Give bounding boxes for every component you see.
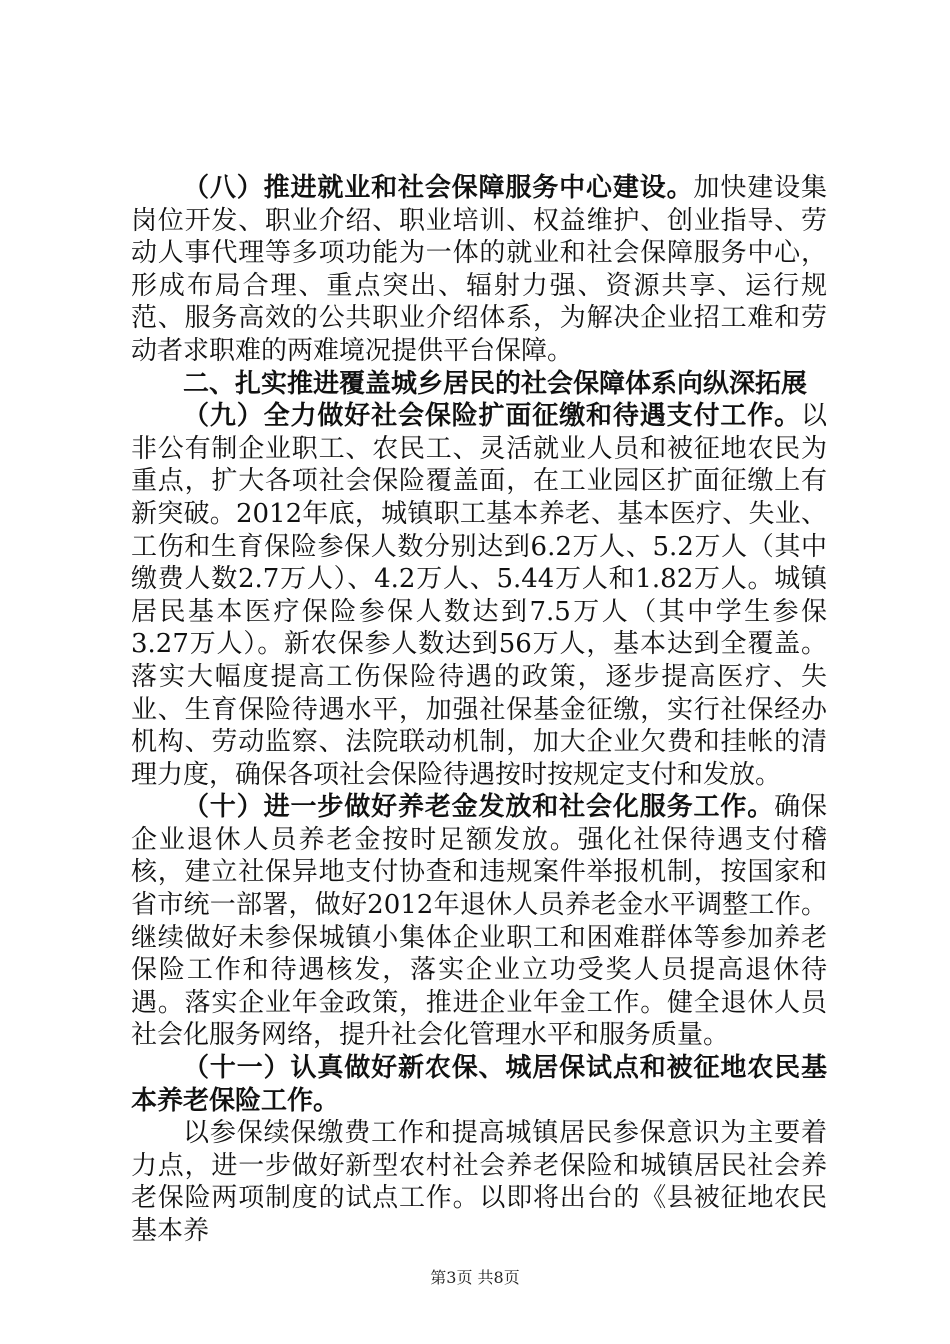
- paragraph-text: 以非公有制企业职工、农民工、灵活就业人员和被征地农民为重点，扩大各项社会保险覆盖面，在工业园区扩面征缴上有新突破。2012年底，城镇职工基本养老、基本医疗、失业、工伤和生育保险参保人数分别达到6.2万人、5.2万人（其中缴费人数2.7万人）、4.2万人、5.44万人和1.82万人。城镇居民基本医疗保险参保人数达到7.5万人（其中学生参保3.27万人）。新农保参人数达到56万人，基本达到全覆盖。落实大幅度提高工伤保险待遇的政策，逐步提高医疗、失业、生育保险待遇水平，加强社保基金征缴，实行社保经办机构、劳动监察、法院联动机制，加大企业欠费和挂帐的清理力度，确保各项社会保险待遇按时按规定支付和发放。: [131, 401, 827, 790]
- paragraph-text: 确保企业退休人员养老金按时足额发放。强化社保待遇支付稽核，建立社保异地支付协查和违规案件举报机制，按国家和省市统一部署，做好2012年退休人员养老金水平调整工作。继续做好未参保城镇小集体企业职工和困难群体等参加养老保险工作和待遇核发，落实企业立功受奖人员提高退休待遇。落实企业年金政策，推进企业年金工作。健全退休人员社会化服务网络，提升社会化管理水平和服务质量。: [131, 792, 827, 1051]
- paragraph-lead: （十）进一步做好养老金发放和社会化服务工作。: [183, 792, 775, 823]
- paragraph-10: [131, 791, 827, 1052]
- paragraph-8: [131, 172, 827, 368]
- paragraph-lead: （八）推进就业和社会保障服务中心建设。: [183, 173, 694, 203]
- page-footer: 第3页 共8页: [430, 1268, 520, 1287]
- paragraph-11-body: 以参保续保缴费工作和提高城镇居民参保意识为主要着力点，进一步做好新型农村社会养老保险和城镇居民社会养老保险两项制度的试点工作。以即将出台的《县被征地农民基本养: [131, 1118, 827, 1246]
- paragraph-9: [131, 400, 827, 791]
- section-heading: 二、扎实推进覆盖城乡居民的社会保障体系向纵深拓展: [183, 368, 808, 399]
- paragraph-lead: （九）全力做好社会保险扩面征缴和待遇支付工作。: [183, 401, 801, 432]
- paragraph-text: 加快建设集岗位开发、职业介绍、职业培训、权益维护、创业指导、劳动人事代理等多项功能为一体的就业和社会保障服务中心，形成布局合理、重点突出、辐射力强、资源共享、运行规范、服务高效的公共职业介绍体系，为解决企业招工难和劳动者求职难的两难境况提供平台保障。: [131, 173, 827, 366]
- subheading-11: （十一）认真做好新农保、城居保试点和被征地农民基本养老保险工作。: [131, 1053, 827, 1116]
- document-body: [131, 172, 827, 1248]
